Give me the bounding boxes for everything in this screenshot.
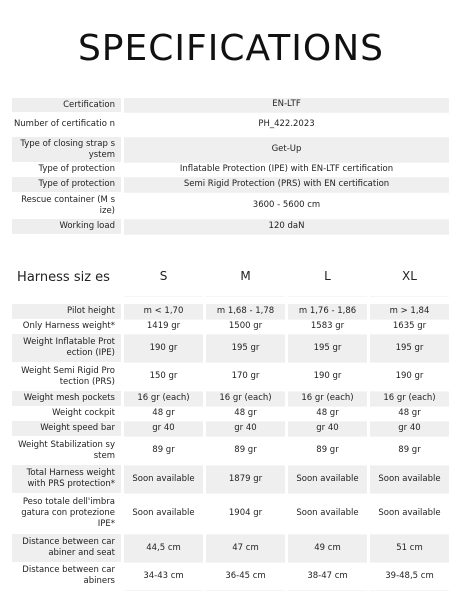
cell: 195 gr [205,334,287,362]
cell: 16 gr (each) [287,391,369,406]
spec-label: Type of protection [12,177,123,192]
spec-value: EN-LTF [123,98,450,112]
spacer-row [12,296,449,304]
table-row [12,562,449,590]
cell: 190 gr [369,362,450,391]
row-label: Weight mesh pockets [12,391,123,406]
cell: Soon available [123,465,205,493]
cell: gr 40 [287,421,369,436]
cell: 44,5 cm [123,534,205,562]
cell: 34-43 cm [123,562,205,590]
spec-label: Working load [12,219,123,234]
cell: 16 gr (each) [369,391,450,406]
cell: 47 cm [205,534,287,562]
spec-label: Rescue container (M s ize) [21,194,115,216]
spec-value: 3600 - 5600 cm [123,192,450,219]
row-label: Weight cockpit [52,408,115,418]
table-row [12,493,449,534]
cell: Soon available [123,493,205,534]
cell: 190 gr [123,334,205,362]
cell: 89 gr [123,436,205,465]
size-header-row [12,258,449,296]
spec-label: Type of protection [38,164,115,174]
row-label: Pilot height [12,304,123,319]
spec-row [12,219,449,234]
spec-label: Number of certificatio n [13,119,115,129]
cell: gr 40 [205,421,287,436]
table-row [12,319,449,334]
spec-value: Get-Up [123,137,450,162]
table-row [12,436,449,465]
cell: gr 40 [123,421,205,436]
cell: Soon available [287,465,369,493]
cell: 1879 gr [205,465,287,493]
spec-value: Semi Rigid Protection (PRS) with EN certification [123,177,450,192]
cell: 1583 gr [287,319,369,334]
spec-row [12,162,449,177]
row-label: Weight Semi Rigid Pro tection (PRS) [21,365,115,387]
cell: m 1,68 - 1,78 [205,304,287,319]
cell: 170 gr [205,362,287,391]
size-table [12,258,449,591]
spec-row [12,177,449,192]
spec-row [12,98,449,112]
row-label: Distance between car abiner and seat [12,534,123,562]
row-label: Weight Stabilization sy stem [18,439,115,461]
cell: 39-48,5 cm [369,562,450,590]
spec-row [12,137,449,162]
cell: 89 gr [287,436,369,465]
cell: 48 gr [123,406,205,421]
cell: 48 gr [369,406,450,421]
row-label: Peso totale dell'imbra gatura con protezione IPE* [21,497,115,529]
table-row [12,421,449,436]
spec-table [12,98,449,235]
cell: 195 gr [369,334,450,362]
cell: 48 gr [205,406,287,421]
cell: 190 gr [287,362,369,391]
cell: 150 gr [123,362,205,391]
size-header-label: Harness siz es [12,258,123,296]
row-label: Only Harness weight* [22,321,115,331]
cell: 49 cm [287,534,369,562]
row-label: Distance between car abiners [22,565,115,586]
size-column-l: L [287,258,369,296]
row-label: Total Harness weight with PRS protection* [12,465,123,493]
table-row [12,534,449,562]
cell: 195 gr [287,334,369,362]
cell: 36-45 cm [205,562,287,590]
size-column-xl: XL [369,258,450,296]
table-row [12,391,449,406]
cell: 89 gr [205,436,287,465]
spec-value: PH_422.2023 [123,112,450,137]
spec-label: Type of closing strap s ystem [12,137,123,162]
cell: m > 1,84 [369,304,450,319]
size-column-m: M [205,258,287,296]
cell: 51 cm [369,534,450,562]
spec-value: 120 daN [123,219,450,234]
cell: 1635 gr [369,319,450,334]
table-row [12,304,449,319]
table-row [12,406,449,421]
size-column-s: S [123,258,205,296]
cell: 1419 gr [123,319,205,334]
cell: 1904 gr [205,493,287,534]
cell: Soon available [369,493,450,534]
table-row [12,334,449,362]
cell: Soon available [369,465,450,493]
spec-value: Inflatable Protection (IPE) with EN-LTF certification [123,162,450,177]
table-row [12,465,449,493]
cell: m 1,76 - 1,86 [287,304,369,319]
spec-label: Certification [12,98,123,112]
cell: 16 gr (each) [205,391,287,406]
cell: Soon available [287,493,369,534]
cell: m < 1,70 [123,304,205,319]
cell: 1500 gr [205,319,287,334]
page-title: SPECIFICATIONS [77,28,385,69]
cell: 48 gr [287,406,369,421]
spec-row [12,192,449,219]
cell: 89 gr [369,436,450,465]
table-row [12,362,449,391]
cell: gr 40 [369,421,450,436]
cell: 16 gr (each) [123,391,205,406]
spec-row [12,112,449,137]
cell: 38-47 cm [287,562,369,590]
row-label: Weight speed bar [12,421,123,436]
row-label: Weight Inflatable Prot ection (IPE) [12,334,123,362]
